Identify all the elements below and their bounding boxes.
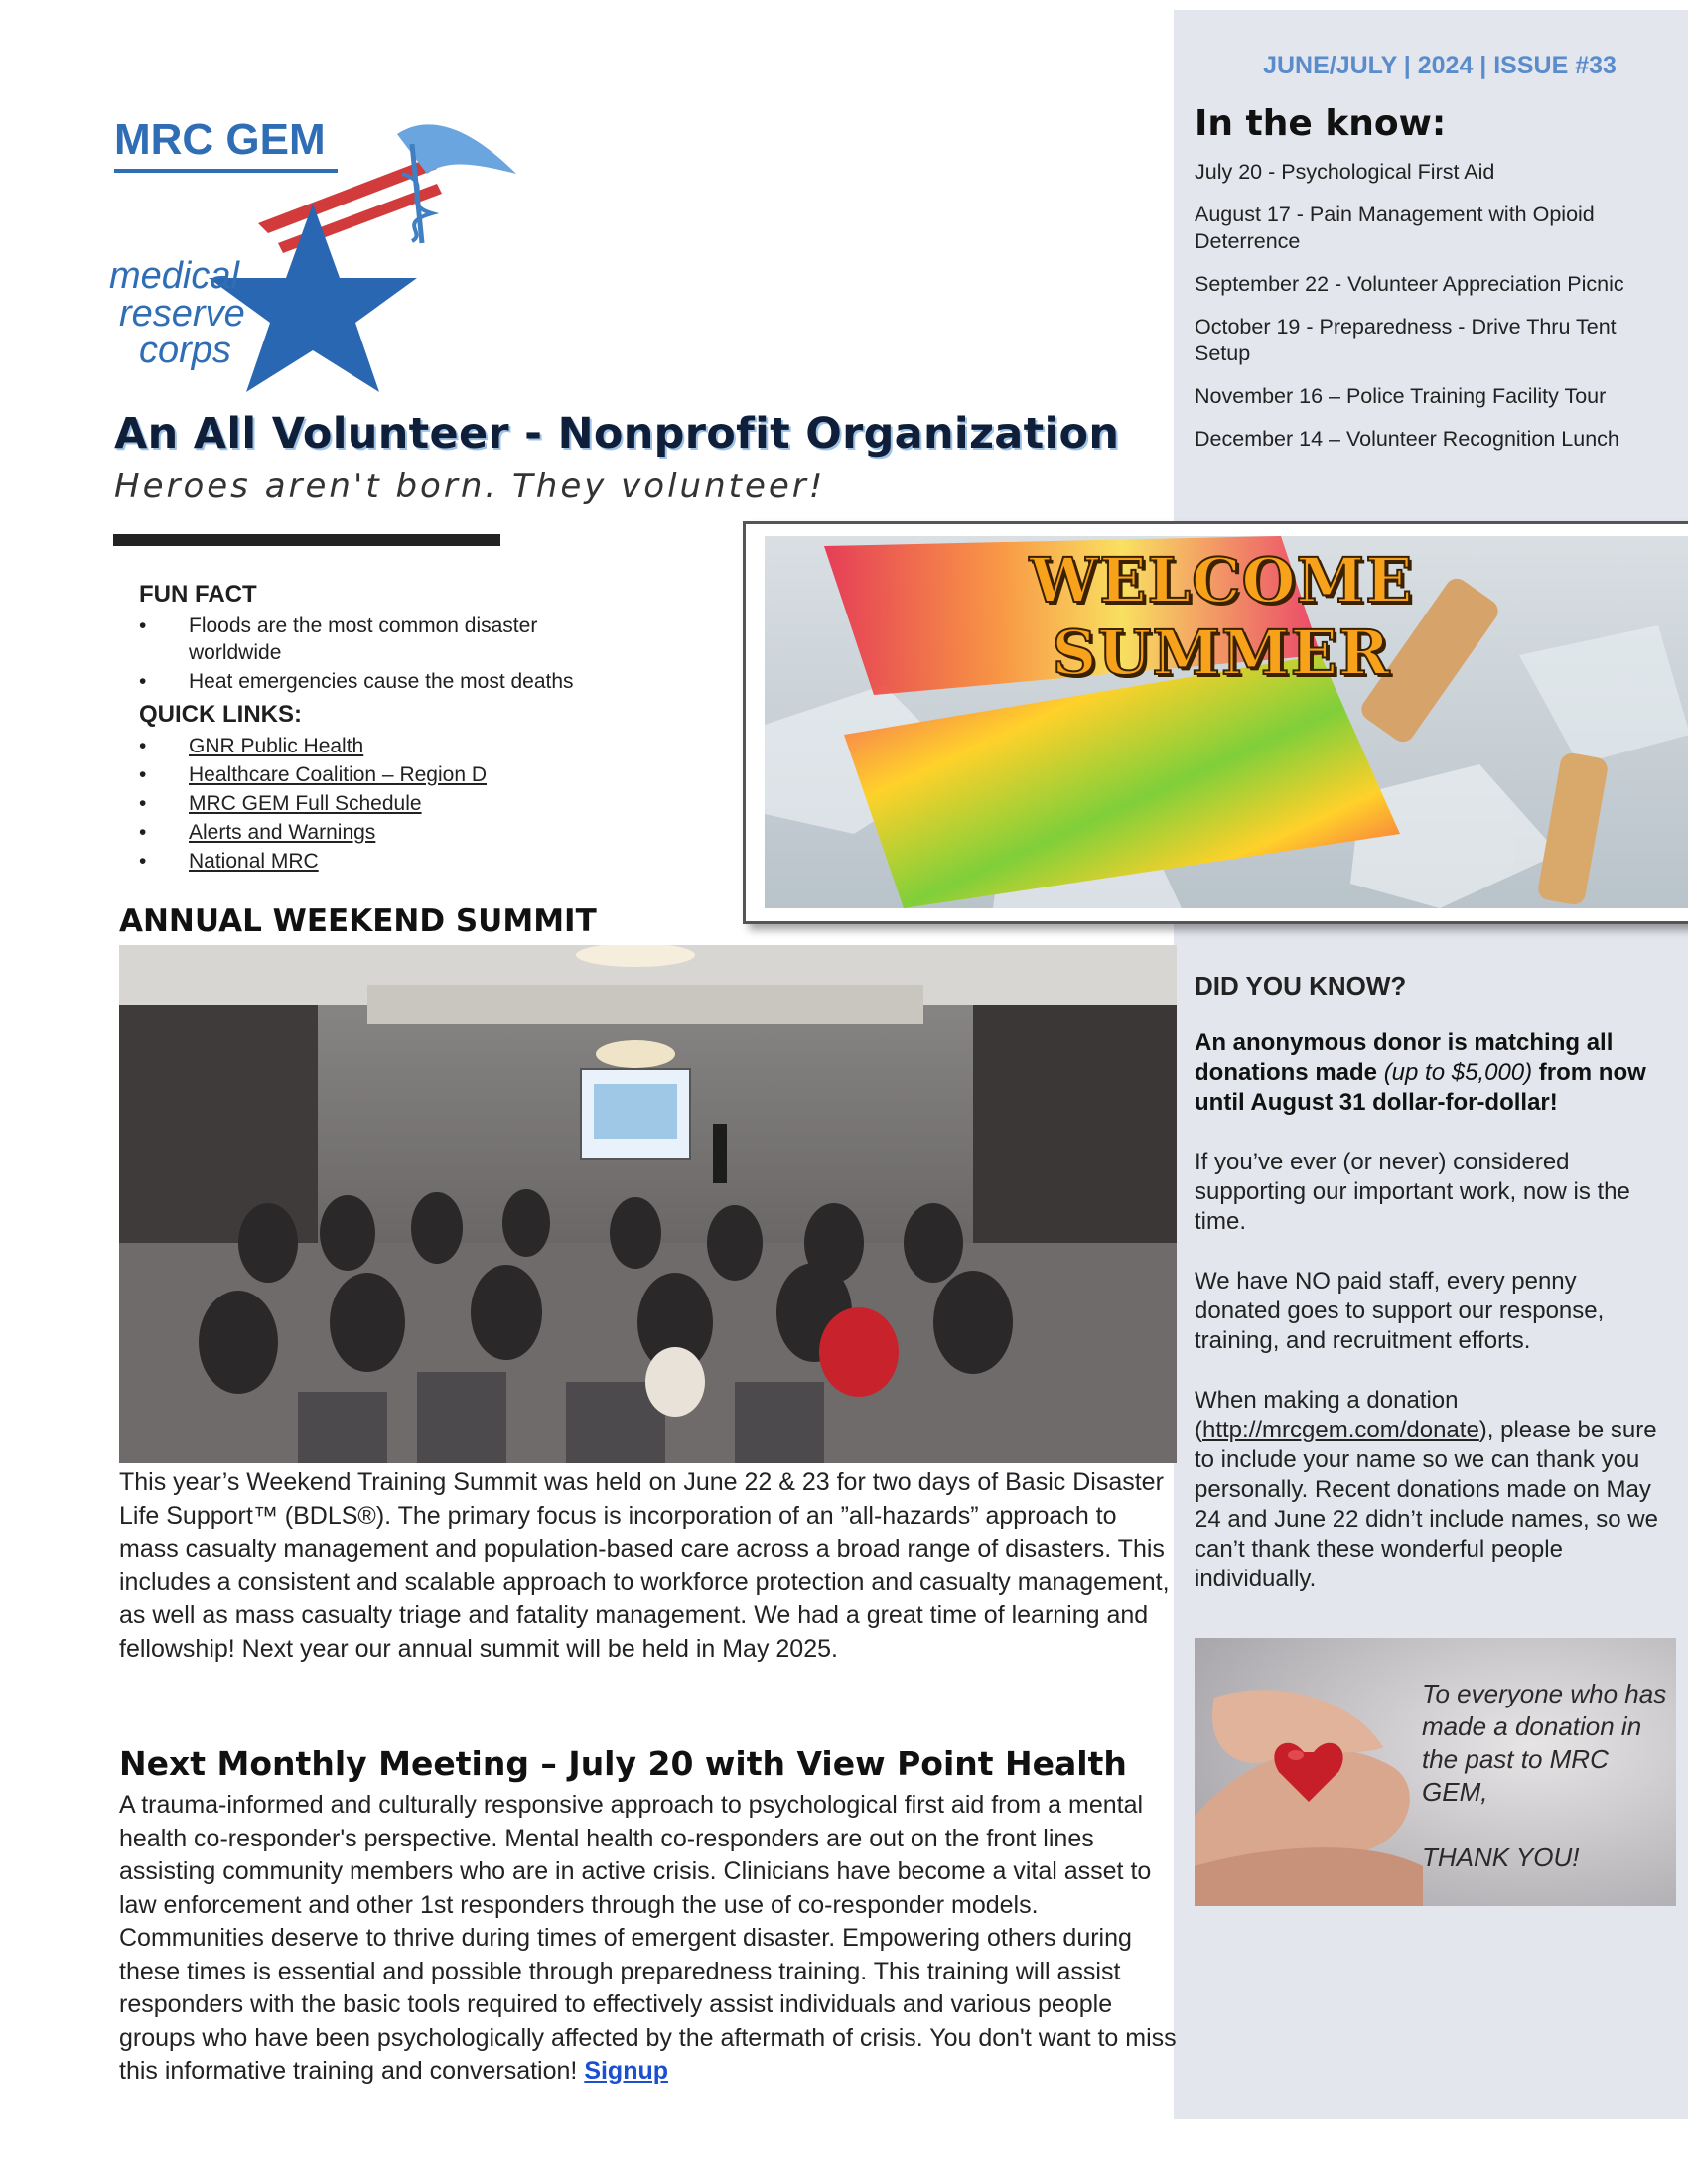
support-text: If you’ve ever (or never) considered supporting our important work, now is the time. xyxy=(1195,1149,1630,1235)
signup-link[interactable]: Signup xyxy=(584,2057,669,2085)
match-text-a: An anonymous donor is matching all donations made xyxy=(1195,1029,1614,1086)
fun-fact-title: FUN FACT xyxy=(139,581,257,608)
donate-link[interactable]: http://mrcgem.com/donate xyxy=(1202,1417,1479,1443)
event-item: September 22 - Volunteer Appreciation Picnic xyxy=(1195,272,1624,296)
meeting-body xyxy=(119,1789,1177,2089)
quick-link-item xyxy=(189,790,596,817)
event-item: November 16 – Police Training Facility Tour xyxy=(1195,384,1607,408)
fun-fact-section xyxy=(139,581,596,881)
logo-text: corps xyxy=(139,330,231,371)
fun-fact-item: • Heat emergencies cause the most deaths xyxy=(189,668,596,695)
staff-text: We have NO paid staff, every penny donated goes to support our response, training, and recruitment efforts. xyxy=(1195,1268,1605,1354)
logo-text: reserve xyxy=(119,293,245,335)
quick-link-item xyxy=(189,733,596,759)
quick-links-title: QUICK LINKS: xyxy=(139,701,302,728)
fun-fact-item: • Floods are the most common disaster worldwide xyxy=(189,613,596,666)
did-you-know-section xyxy=(1195,971,1661,1624)
mrc-gem-logo xyxy=(109,114,536,392)
in-the-know-title: In the know: xyxy=(1195,103,1447,144)
event-list xyxy=(1195,159,1661,469)
event-item: October 19 - Preparedness - Drive Thru Tent Setup xyxy=(1195,315,1617,365)
event-item: August 17 - Pain Management with Opioid Deterrence xyxy=(1195,203,1595,253)
thanks-message xyxy=(1422,1678,1670,1874)
meeting-title: Next Monthly Meeting – July 20 with View Point Health xyxy=(119,1744,1127,1783)
summit-body: This year’s Weekend Training Summit was held on June 22 & 23 for two days of Basic Disaster Life Support™ (BDLS®). The primary focus is incorporation of an ”all-hazards” approach to mass casualty management and population-based care across a broad range of disasters. This includes a consistent and scalable approach to workforce protection and casualty management, as well as mass casualty triage and fatality management. We had a great time of learning and fellowship! Next year our annual summit will be held in May 2025. xyxy=(119,1468,1170,1663)
org-title: An All Volunteer - Nonprofit Organization xyxy=(114,409,1120,459)
donation-note-a: When making a donation ( xyxy=(1195,1387,1459,1443)
quick-link[interactable]: National MRC xyxy=(189,850,319,873)
logo-text: MRC GEM xyxy=(114,115,326,164)
caduceus-icon xyxy=(397,124,516,243)
summit-title: ANNUAL WEEKEND SUMMIT xyxy=(119,903,597,939)
match-limit: (up to $5,000) xyxy=(1383,1059,1533,1086)
divider xyxy=(113,534,500,546)
quick-link-item xyxy=(189,848,596,875)
did-you-know-title: DID YOU KNOW? xyxy=(1195,971,1407,1001)
quick-link[interactable]: Alerts and Warnings xyxy=(189,821,376,844)
quick-link-item xyxy=(189,819,596,846)
quick-link[interactable]: GNR Public Health xyxy=(189,735,364,757)
thanks-line: To everyone who has made a donation in the past to MRC GEM, xyxy=(1422,1679,1667,1807)
event-item: July 20 - Psychological First Aid xyxy=(1195,160,1495,184)
quick-link[interactable]: MRC GEM Full Schedule xyxy=(189,792,422,815)
donation-match-text xyxy=(1195,1028,1661,1118)
event-item: December 14 – Volunteer Recognition Lunch xyxy=(1195,427,1619,451)
donation-note-b: ), please be sure to include your name so we can thank you personally. Recent donations made on May 24 and June 22 didn’t include names, so we can’t thank these wonderful people individually. xyxy=(1195,1417,1658,1592)
logo-text: medical xyxy=(109,255,239,297)
tagline: Heroes aren't born. They volunteer! xyxy=(114,467,826,506)
thanks-line: THANK YOU! xyxy=(1422,1843,1580,1872)
summit-photo xyxy=(119,945,1177,1463)
match-text-c: from now until August 31 dollar-for-dollar! xyxy=(1195,1059,1646,1116)
donation-note xyxy=(1195,1386,1661,1594)
welcome-summer-title: WELCOME SUMMER xyxy=(1029,544,1414,689)
quick-link[interactable]: Healthcare Coalition – Region D xyxy=(189,763,487,786)
meeting-body-text: A trauma-informed and culturally responsive approach to psychological first aid from a mental health co-responder's perspective. Mental health co-responders are out on the front lines assisting community members who are in active crisis. Clinicians have become a vital asset to law enforcement and other 1st responders through the use of co-responder models. Communities deserve to thrive during times of emergent disaster. Empowering others during these times is essential and possible through preparedness training. This training will assist responders with the basic tools required to effectively assist individuals and various people groups who have been psychologically affected by the aftermath of crisis. You don't want to miss this informative training and conversation! xyxy=(119,1791,1177,2085)
quick-link-item xyxy=(189,761,596,788)
issue-label: JUNE/JULY | 2024 | ISSUE #33 xyxy=(1263,52,1617,79)
